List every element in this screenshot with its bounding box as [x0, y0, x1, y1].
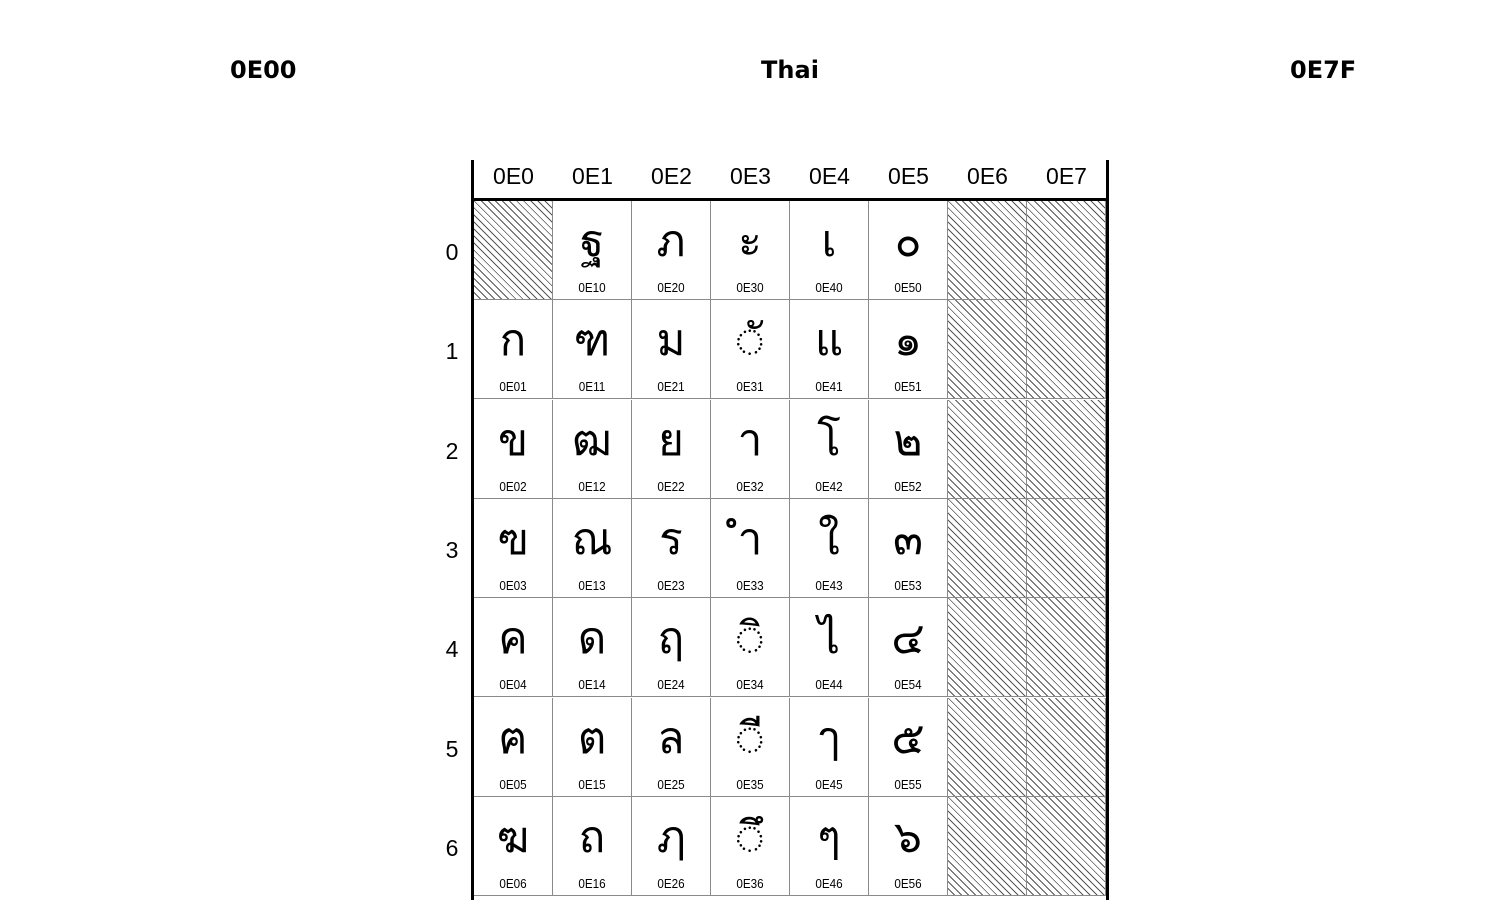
code-point-label: 0E05: [499, 776, 527, 792]
character-cell: [790, 598, 869, 697]
character-cell: [869, 499, 948, 598]
code-point-label: 0E45: [815, 776, 843, 792]
code-point-label: 0E43: [815, 577, 843, 593]
character-cell: [632, 598, 711, 697]
character-cell: [711, 598, 790, 697]
block-start-code: 0E00: [230, 56, 297, 84]
code-point-label: 0E30: [736, 280, 764, 295]
character-cell: [790, 797, 869, 896]
character-cell: [474, 400, 553, 499]
character-cell: [869, 201, 948, 300]
code-point-label: 0E44: [815, 677, 843, 693]
code-point-label: 0E10: [578, 280, 606, 295]
code-point-label: 0E46: [815, 875, 843, 891]
reserved-cell: [948, 400, 1027, 499]
character-glyph: ณ: [571, 513, 613, 565]
character-glyph: ๕: [891, 712, 925, 764]
character-glyph: ม: [656, 315, 686, 367]
character-cell: [474, 300, 553, 399]
character-glyph: ไ: [817, 613, 841, 665]
character-cell: [869, 698, 948, 797]
character-cell: [553, 499, 632, 598]
character-cell: [632, 300, 711, 399]
character-glyph: า: [737, 414, 763, 466]
code-point-label: 0E16: [578, 875, 606, 891]
reserved-cell: [1027, 201, 1106, 300]
character-glyph: ๐: [894, 216, 922, 267]
character-glyph: แ: [814, 315, 844, 367]
character-cell: [790, 400, 869, 499]
reserved-cell: [474, 201, 553, 300]
reserved-cell: [1027, 400, 1106, 499]
code-point-label: 0E32: [736, 478, 764, 494]
reserved-cell: [1027, 698, 1106, 797]
reserved-cell: [948, 499, 1027, 598]
reserved-cell: [948, 598, 1027, 697]
code-point-label: 0E23: [657, 577, 685, 593]
character-cell: [711, 499, 790, 598]
character-cell: [632, 698, 711, 797]
code-point-label: 0E22: [657, 478, 685, 494]
character-cell: [790, 201, 869, 300]
reserved-cell: [1027, 499, 1106, 598]
code-point-label: 0E54: [894, 677, 922, 693]
character-cell: [474, 797, 553, 896]
code-point-label: 0E20: [657, 280, 685, 295]
code-point-label: 0E41: [815, 379, 843, 395]
code-point-label: 0E02: [499, 478, 527, 494]
code-point-label: 0E06: [499, 875, 527, 891]
character-cell: [553, 300, 632, 399]
code-point-label: 0E33: [736, 577, 764, 593]
code-point-label: 0E01: [499, 379, 527, 395]
code-point-label: 0E42: [815, 478, 843, 494]
character-glyph: ฤ: [657, 613, 685, 665]
code-point-label: 0E21: [657, 379, 685, 395]
code-point-label: 0E04: [499, 677, 527, 693]
code-point-label: 0E14: [578, 677, 606, 693]
character-cell: [869, 598, 948, 697]
row-label: 6: [445, 834, 459, 861]
character-glyph: เ: [821, 216, 837, 267]
column-header: 0E4: [809, 163, 850, 189]
character-glyph: ข: [497, 414, 529, 466]
character-glyph: ฦ: [656, 811, 686, 863]
character-glyph: ฃ: [497, 513, 529, 565]
grid-left-border: [471, 160, 474, 900]
code-point-label: 0E53: [894, 577, 922, 593]
character-cell: [711, 797, 790, 896]
character-glyph: ๖: [894, 811, 922, 863]
character-glyph: ะ: [738, 216, 762, 267]
character-glyph: ๅ: [818, 712, 840, 764]
character-cell: [711, 201, 790, 300]
character-glyph: ฒ: [572, 414, 612, 466]
code-point-label: 0E24: [657, 677, 685, 693]
character-cell: [553, 698, 632, 797]
code-point-label: 0E51: [894, 379, 922, 395]
character-cell: [553, 400, 632, 499]
character-cell: [790, 499, 869, 598]
column-header: 0E2: [651, 163, 692, 189]
character-glyph: ฅ: [498, 712, 528, 764]
column-header: 0E1: [572, 163, 613, 189]
character-cell: [869, 400, 948, 499]
character-cell: [553, 797, 632, 896]
character-glyph: ◌ึ: [736, 811, 764, 863]
character-glyph: ำ: [737, 513, 763, 565]
code-point-label: 0E36: [736, 875, 764, 891]
character-glyph: ภ: [656, 216, 686, 267]
grid-right-border: [1106, 160, 1109, 900]
reserved-cell: [948, 201, 1027, 300]
column-header: 0E0: [493, 163, 534, 189]
character-glyph: ค: [498, 613, 528, 665]
character-glyph: ด: [577, 613, 607, 665]
row-label: 3: [445, 536, 459, 563]
character-cell: [553, 598, 632, 697]
character-glyph: ๓: [892, 513, 924, 565]
character-cell: [632, 400, 711, 499]
character-glyph: ถ: [578, 811, 606, 863]
character-cell: [711, 698, 790, 797]
code-point-label: 0E50: [894, 280, 922, 295]
character-cell: [869, 797, 948, 896]
code-point-label: 0E12: [578, 478, 606, 494]
character-glyph: ◌ั: [736, 315, 764, 367]
character-glyph: ฆ: [496, 811, 530, 863]
character-cell: [632, 499, 711, 598]
code-point-label: 0E25: [657, 776, 685, 792]
block-title: Thai: [761, 56, 819, 84]
character-cell: [711, 300, 790, 399]
row-label: 2: [445, 437, 459, 464]
character-glyph: ล: [657, 712, 685, 764]
character-glyph: ๔: [891, 613, 925, 665]
header-divider: [471, 198, 1109, 201]
reserved-cell: [948, 797, 1027, 896]
character-cell: [632, 797, 711, 896]
row-label: 0: [445, 239, 459, 265]
character-glyph: ◌ิ: [736, 613, 764, 665]
character-cell: [711, 400, 790, 499]
character-glyph: ๆ: [817, 811, 841, 863]
reserved-cell: [948, 698, 1027, 797]
code-point-label: 0E52: [894, 478, 922, 494]
column-header: 0E3: [730, 163, 771, 189]
row-label: 4: [445, 636, 459, 663]
character-cell: [790, 698, 869, 797]
code-point-label: 0E35: [736, 776, 764, 792]
code-point-label: 0E03: [499, 577, 527, 593]
character-glyph: ๑: [894, 315, 922, 367]
character-cell: [790, 300, 869, 399]
row-label: 1: [445, 338, 459, 365]
character-cell: [632, 201, 711, 300]
character-cell: [869, 300, 948, 399]
code-point-label: 0E56: [894, 875, 922, 891]
character-cell: [474, 698, 553, 797]
code-point-label: 0E26: [657, 875, 685, 891]
character-glyph: ๒: [893, 414, 923, 466]
character-cell: [474, 499, 553, 598]
block-end-code: 0E7F: [1290, 56, 1357, 84]
row-label: 5: [445, 735, 459, 762]
reserved-cell: [1027, 300, 1106, 399]
code-point-label: 0E31: [736, 379, 764, 395]
character-glyph: ย: [658, 414, 684, 466]
character-glyph: ◌ี: [736, 712, 764, 764]
code-point-label: 0E13: [578, 577, 606, 593]
character-glyph: โ: [817, 414, 841, 466]
character-glyph: ใ: [818, 513, 840, 565]
code-chart-grid: [471, 160, 1111, 920]
character-cell: [553, 201, 632, 300]
code-point-label: 0E55: [894, 776, 922, 792]
character-glyph: ฑ: [573, 315, 611, 367]
code-point-label: 0E11: [578, 379, 606, 395]
character-glyph: ฐ: [579, 216, 605, 267]
reserved-cell: [1027, 598, 1106, 697]
reserved-cell: [948, 300, 1027, 399]
column-header: 0E7: [1046, 163, 1087, 189]
character-glyph: ก: [499, 315, 527, 367]
character-cell: [474, 598, 553, 697]
column-header: 0E5: [888, 163, 929, 189]
column-header: 0E6: [967, 163, 1008, 189]
code-point-label: 0E40: [815, 280, 843, 295]
reserved-cell: [1027, 797, 1106, 896]
character-glyph: ต: [577, 712, 607, 764]
code-point-label: 0E34: [736, 677, 764, 693]
character-glyph: ร: [659, 513, 683, 565]
code-point-label: 0E15: [578, 776, 606, 792]
